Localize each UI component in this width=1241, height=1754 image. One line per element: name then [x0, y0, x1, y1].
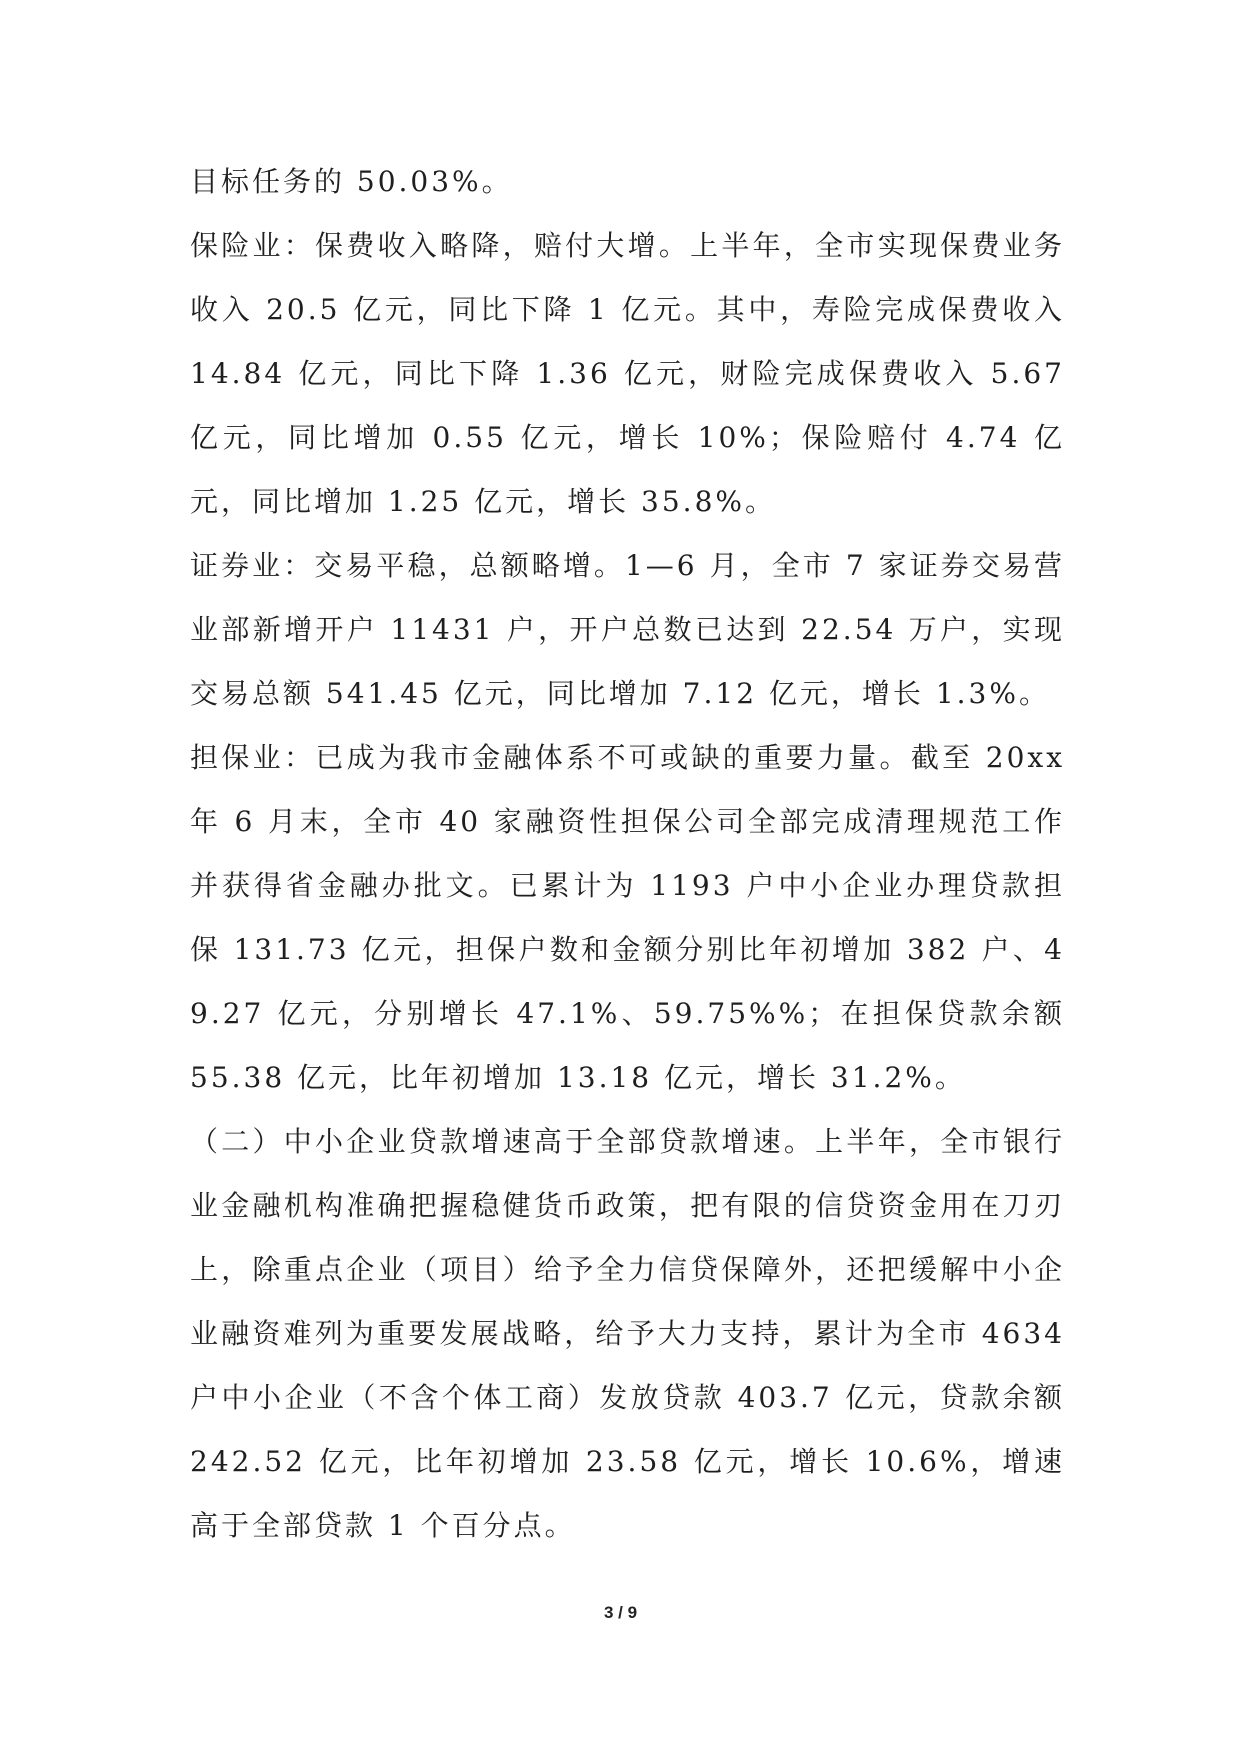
- paragraph-insurance: 保险业：保费收入略降，赔付大增。上半年，全市实现保费业务收入 20.5 亿元，同比下降 1 亿元。其中，寿险完成保费收入 14.84 亿元，同比下降 1.36 亿元，财险完成保费收入 5.67 亿元，同比增加 0.55 亿元，增长 10%；保险赔付 4.74 亿元，同比增加 1.25 亿元，增长 35.8%。: [190, 229, 1065, 518]
- document-body: [190, 150, 1065, 1558]
- page-number: 3 / 9: [603, 1603, 638, 1622]
- paragraph-target-task: 目标任务的 50.03%。: [190, 165, 513, 198]
- paragraph-securities: 证券业：交易平稳，总额略增。1—6 月，全市 7 家证券交易营业部新增开户 11431 户，开户总数已达到 22.54 万户，实现交易总额 541.45 亿元，同比增加 7.12 亿元，增长 1.3%。: [190, 549, 1065, 710]
- paragraph-guarantee: 担保业：已成为我市金融体系不可或缺的重要力量。截至 20xx 年 6 月末，全市 40 家融资性担保公司全部完成清理规范工作并获得省金融办批文。已累计为 1193 户中小企业办理贷款担保 131.73 亿元，担保户数和金额分别比年初增加 382 户、49.27 亿元，分别增长 47.1%、59.75%%；在担保贷款余额 55.38 亿元，比年初增加 13.18 亿元，增长 31.2%。: [190, 741, 1065, 1094]
- paragraph-sme-loans: （二）中小企业贷款增速高于全部贷款增速。上半年，全市银行业金融机构准确把握稳健货币政策，把有限的信贷资金用在刀刃上，除重点企业（项目）给予全力信贷保障外，还把缓解中小企业融资难列为重要发展战略，给予大力支持，累计为全市 4634 户中小企业（不含个体工商）发放贷款 403.7 亿元，贷款余额 242.52 亿元，比年初增加 23.58 亿元，增长 10.6%，增速高于全部贷款 1 个百分点。: [190, 1125, 1065, 1542]
